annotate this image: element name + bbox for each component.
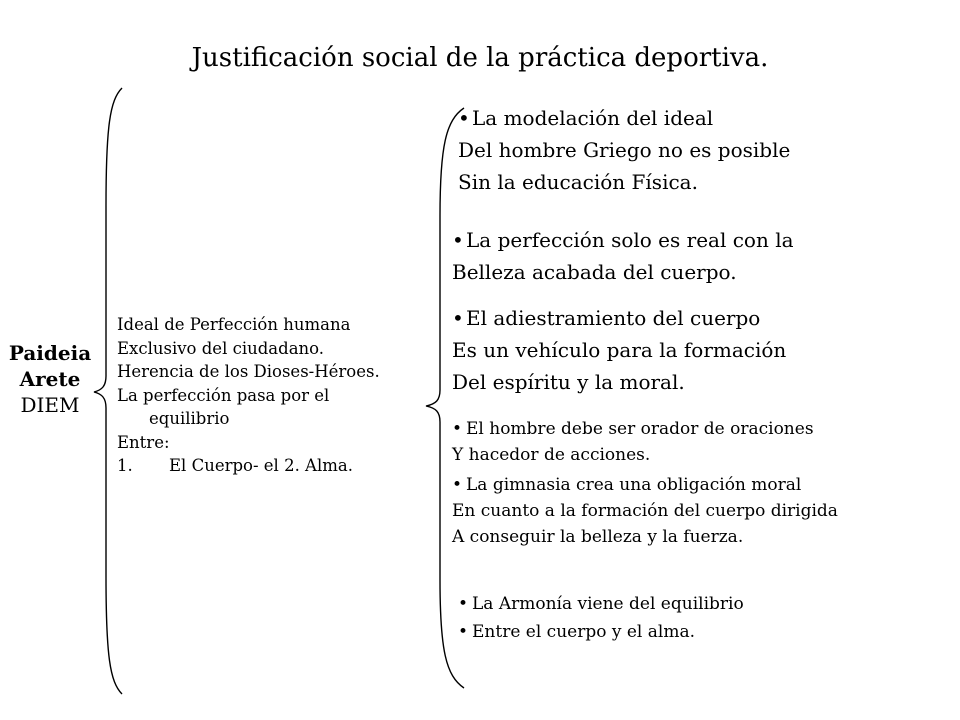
root-label: [8, 340, 92, 418]
list-text: El Cuerpo- el 2. Alma.: [169, 456, 353, 475]
bullet-icon: •: [452, 228, 464, 252]
point-line: El adiestramiento del cuerpo: [466, 306, 761, 330]
point-line: La perfección solo es real con la: [466, 228, 794, 252]
middle-line: Exclusivo del ciudadano.: [117, 338, 325, 358]
point-line: Entre el cuerpo y el alma.: [472, 622, 696, 642]
bullet-icon: •: [458, 622, 469, 642]
point-line: A conseguir la belleza y la fuerza.: [452, 527, 744, 547]
middle-numbered-item: [117, 454, 380, 478]
middle-line: Ideal de Perfección humana: [117, 315, 351, 334]
point-line: La gimnasia crea una obligación moral: [466, 475, 802, 495]
point-orator: [452, 416, 814, 468]
point-line: Del hombre Griego no es posible: [458, 138, 791, 162]
point-body-training: [452, 302, 786, 398]
middle-line: La perfección pasa por el: [117, 385, 330, 405]
bullet-icon: •: [452, 306, 464, 330]
list-number: 1.: [117, 456, 133, 475]
point-line: La Armonía viene del equilibrio: [472, 594, 744, 614]
middle-line: Entre:: [117, 432, 170, 452]
root-line-paideia: Paideia: [8, 341, 92, 365]
point-line: Y hacedor de acciones.: [452, 445, 651, 465]
point-harmony: [458, 590, 744, 646]
point-line: La modelación del ideal: [472, 106, 714, 130]
point-gymnastics: [452, 472, 838, 550]
point-ideal-modelation: [458, 102, 790, 198]
root-line-diem: DIEM: [20, 393, 80, 417]
point-line: Es un vehículo para la formación: [452, 338, 787, 362]
middle-line: equilibrio: [149, 409, 230, 428]
point-perfection-beauty: [452, 224, 794, 288]
middle-line: Herencia de los Dioses-Héroes.: [117, 362, 380, 381]
bullet-icon: •: [452, 419, 463, 439]
diagram-title: Justificación social de la práctica deportiva.: [191, 43, 769, 73]
point-line: En cuanto a la formación del cuerpo dirigida: [452, 501, 838, 521]
bullet-icon: •: [458, 594, 469, 614]
point-line: Sin la educación Física.: [458, 170, 698, 194]
point-line: Del espíritu y la moral.: [452, 370, 685, 394]
point-line: Belleza acabada del cuerpo.: [452, 260, 737, 284]
root-line-arete: Arete: [19, 367, 81, 391]
bullet-icon: •: [458, 106, 470, 130]
middle-block: [117, 313, 380, 478]
point-line: El hombre debe ser orador de oraciones: [466, 419, 814, 439]
bullet-icon: •: [452, 475, 463, 495]
